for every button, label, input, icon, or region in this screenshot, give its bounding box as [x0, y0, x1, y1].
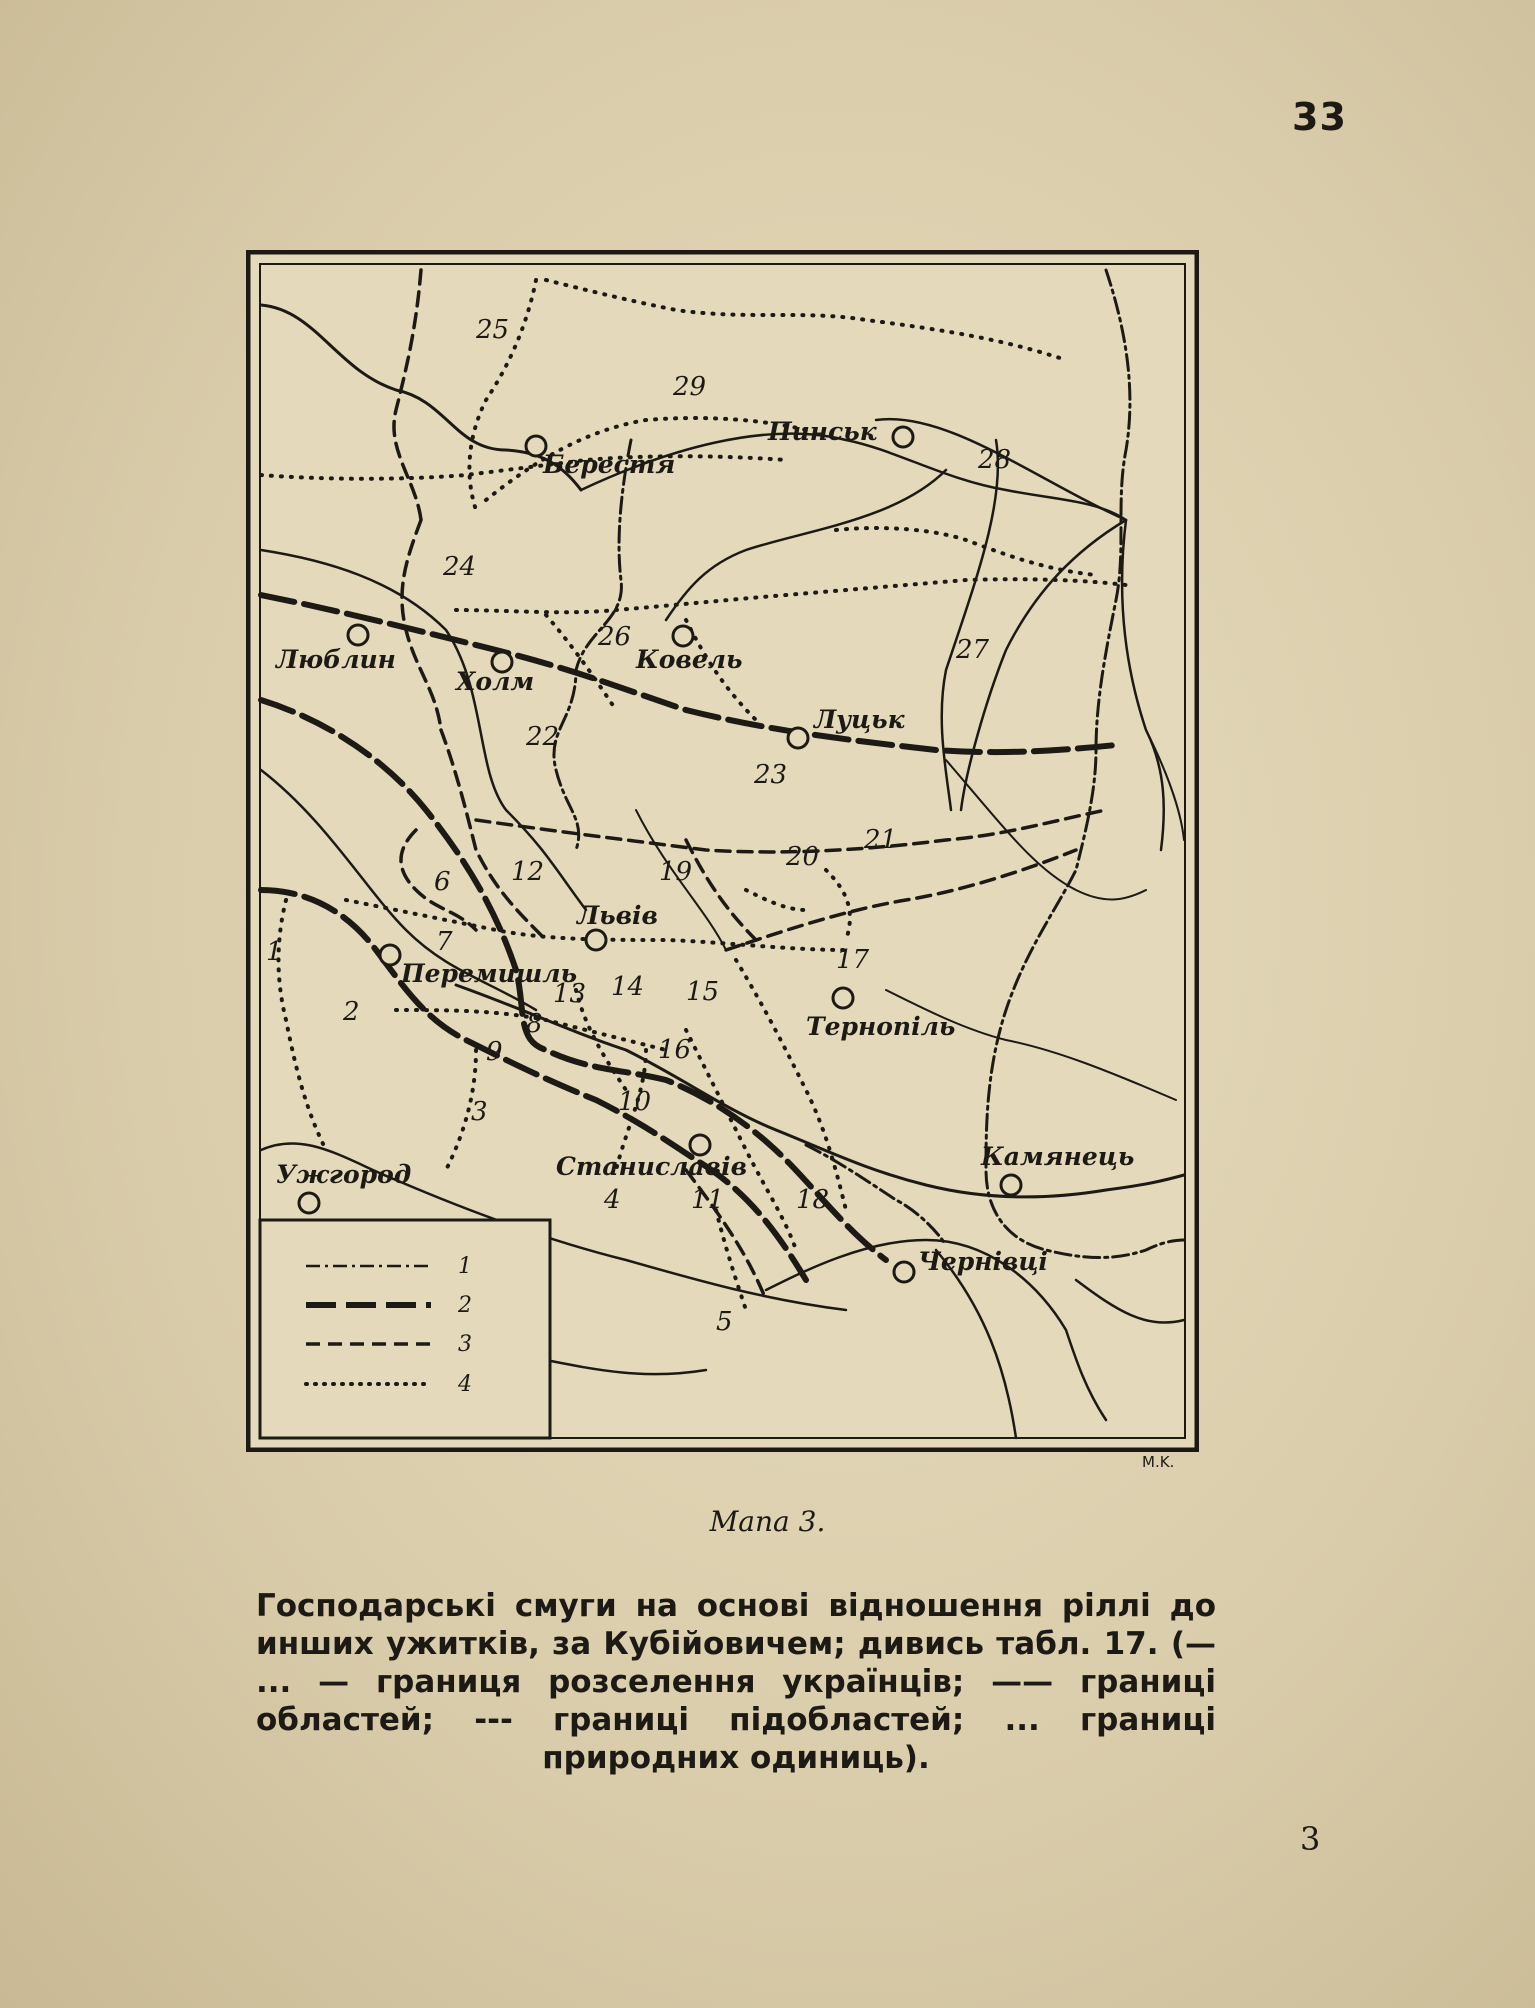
- zone-number: 22: [526, 722, 560, 752]
- city-marker-kamianets: [1001, 1175, 1021, 1195]
- city-marker-pinsk: [893, 427, 913, 447]
- zone-number: 8: [526, 1009, 543, 1039]
- city-marker-peremyshl: [380, 945, 400, 965]
- zone-number: 11: [691, 1185, 725, 1215]
- legend-number: 1: [458, 1254, 472, 1279]
- city-marker-ternopil: [833, 988, 853, 1008]
- zone-number: 16: [658, 1035, 692, 1065]
- cartographer-mark: M.K.: [1142, 1453, 1175, 1471]
- zone-number: 12: [511, 857, 545, 887]
- city-label-peremyshl: Перемишль: [401, 959, 578, 988]
- zone-number: 1: [266, 937, 283, 967]
- map-legend: [260, 1220, 550, 1438]
- zone-number: 9: [486, 1037, 503, 1067]
- city-label-stanyslaviv: Станиславів: [556, 1152, 748, 1181]
- zone-number: 28: [978, 445, 1012, 475]
- city-label-kovel: Ковель: [636, 645, 743, 674]
- city-marker-uzhhorod: [299, 1193, 319, 1213]
- zone-number: 4: [604, 1185, 621, 1215]
- zone-number: 5: [716, 1307, 733, 1337]
- figure-caption: Господарські смуги на основі відношення ріллі до инших ужитків, за Кубійовичем; дивись табл. 17. (— ... — границя розселення українців; —— границі областей; --- границі підобластей; ... границі природних одиниць).: [256, 1588, 1216, 1776]
- city-marker-chernivtsi: [894, 1262, 914, 1282]
- zone-number: 2: [343, 997, 360, 1027]
- legend-number: 2: [458, 1293, 472, 1318]
- zone-number: 26: [598, 622, 632, 652]
- page-number: 33: [1292, 95, 1347, 139]
- zone-number: 14: [611, 972, 645, 1002]
- legend-number: 4: [458, 1372, 472, 1397]
- city-label-kholm: Холм: [456, 667, 535, 696]
- zone-number: 3: [471, 1097, 488, 1127]
- city-label-lublin: Люблин: [276, 645, 396, 674]
- zone-number: 13: [553, 979, 587, 1009]
- city-marker-lutsk: [788, 728, 808, 748]
- city-label-lutsk: Луцьк: [814, 705, 905, 734]
- signature-mark: 3: [1300, 1820, 1321, 1858]
- zone-number: 20: [786, 842, 820, 872]
- zone-number: 7: [436, 927, 453, 957]
- legend-box: [260, 1220, 550, 1438]
- city-label-lviv: Львів: [577, 901, 658, 930]
- zone-number: 19: [659, 857, 693, 887]
- zone-number: 23: [754, 760, 788, 790]
- zone-number: 18: [796, 1185, 830, 1215]
- zone-number: 6: [434, 867, 451, 897]
- legend-number: 3: [458, 1332, 472, 1357]
- city-marker-lviv: [586, 930, 606, 950]
- zone-number: 29: [673, 372, 707, 402]
- zone-number: 27: [956, 635, 990, 665]
- figure-label: Мапа 3.: [709, 1505, 826, 1538]
- zone-number: 25: [476, 315, 510, 345]
- zone-number: 17: [836, 945, 870, 975]
- map-svg: [246, 250, 1199, 1452]
- zone-number: 10: [618, 1087, 652, 1117]
- city-marker-lublin: [348, 625, 368, 645]
- city-marker-kovel: [673, 626, 693, 646]
- city-label-kamianets: Камянець: [981, 1142, 1135, 1171]
- city-label-pinsk: Пинськ: [768, 417, 877, 446]
- zone-number: 15: [686, 977, 720, 1007]
- city-label-ternopil: Тернопіль: [806, 1012, 956, 1041]
- map: [246, 250, 1199, 1452]
- city-label-uzhhorod: Ужгород: [276, 1160, 412, 1189]
- zone-number: 21: [864, 825, 898, 855]
- zone-number: 24: [443, 552, 477, 582]
- city-label-chernivtsi: Чернівці: [918, 1247, 1048, 1276]
- city-label-berestia: Берестя: [543, 450, 676, 479]
